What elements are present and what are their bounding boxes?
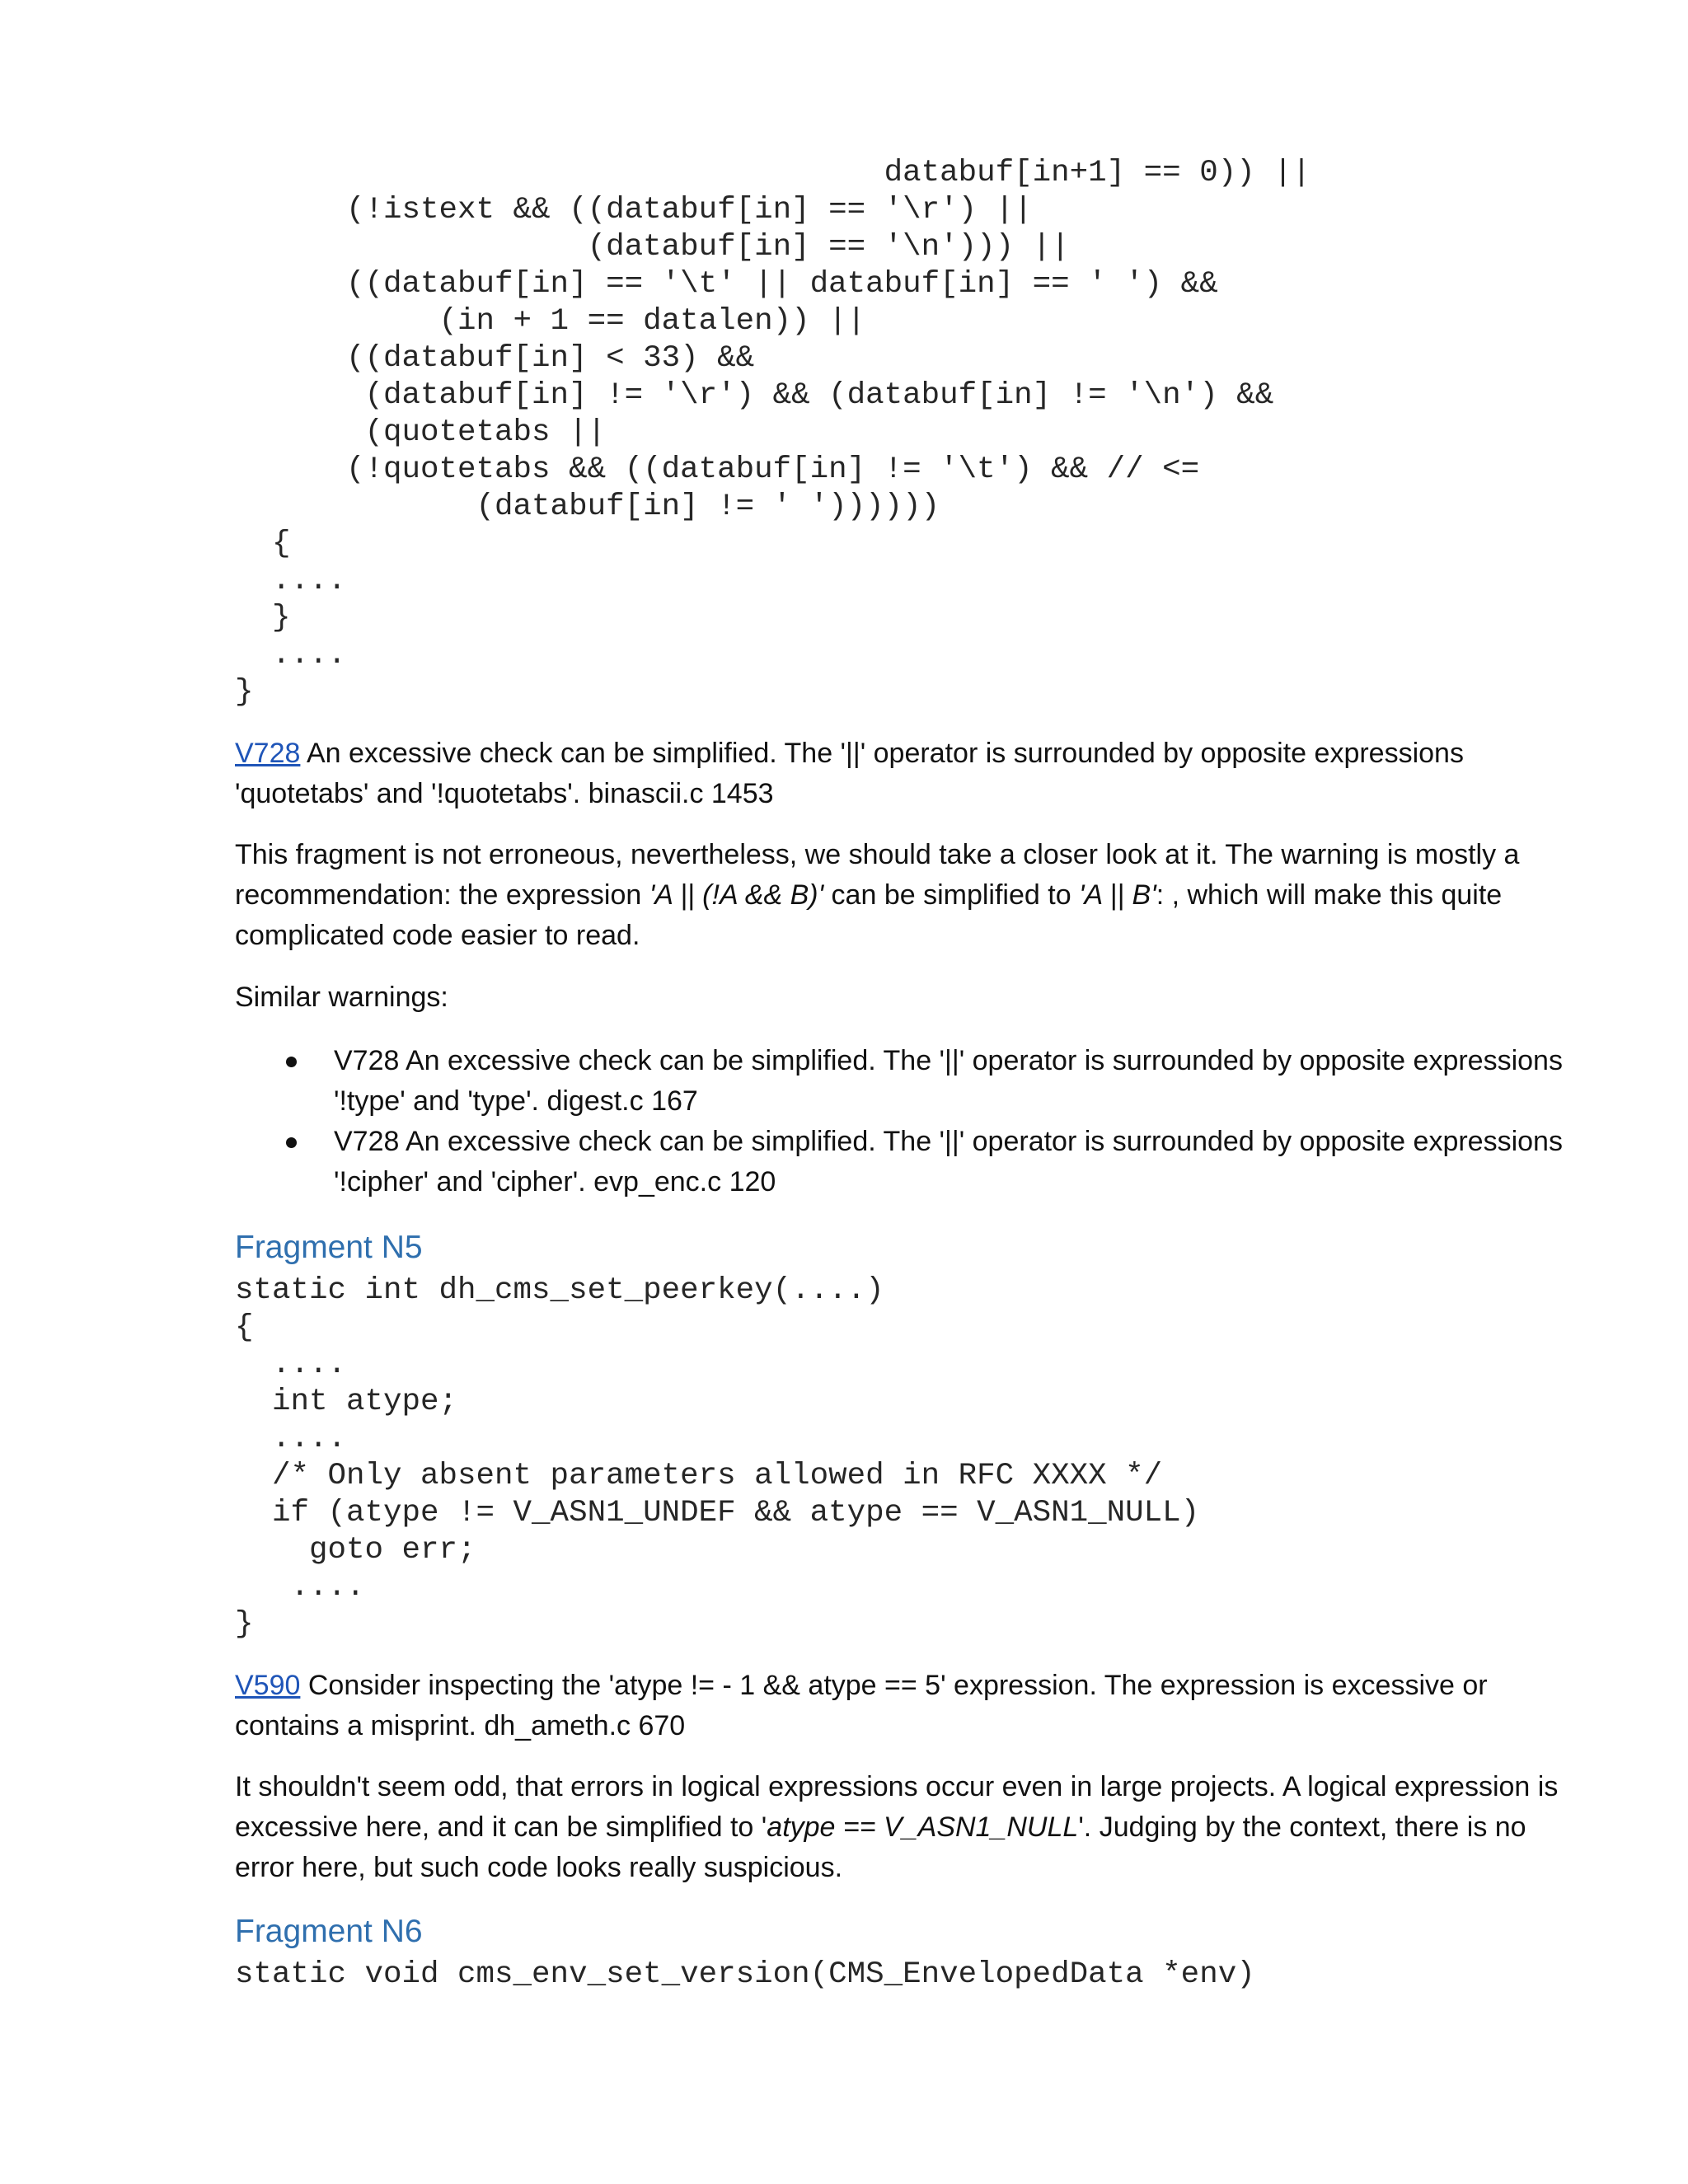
- para-text: : , which will make this quite complicated code easier to read.: [235, 879, 1503, 951]
- v728-link[interactable]: V728: [235, 738, 301, 769]
- list-item-text: V728 An excessive check can be simplified. The '||' operator is surrounded by opposite expressions '!cipher' and 'cipher'. evp_enc.c 120: [334, 1126, 1563, 1197]
- bullet-icon: [286, 1057, 297, 1067]
- list-item: [235, 1041, 1595, 1122]
- paragraph-logical-expression: [235, 1767, 1587, 1888]
- para-text: It shouldn't seem odd, that errors in logical expressions occur even in large projects. A logical expression is excessive here, and it can be simplified to ': [235, 1771, 1559, 1843]
- warning-v728: [235, 733, 1587, 814]
- similar-warnings-label: Similar warnings:: [235, 982, 448, 1013]
- code-block-cms-env: static void cms_env_set_version(CMS_EnvelopedData *env): [235, 1957, 1255, 1992]
- warning-v590: [235, 1666, 1587, 1746]
- para-text: can be simplified to: [823, 879, 1080, 911]
- code-block-binascii: databuf[in+1] == 0)) || (!istext && ((databuf[in] == '\r') || (databuf[in] == '\n'))) || ((databuf[in] == '\t' || databuf[in] == ' ') && (in + 1 == datalen)) || ((databuf[in] < 33) && (databuf[in] != '\r') && (databuf[in] != '\n') && (quotetabs || (!quotetabs && ((databuf[in] != '\t') && // <= (databuf[in] != ' ')))))) { .... } .... }: [235, 156, 1311, 710]
- list-item: [235, 1122, 1595, 1202]
- similar-warnings-list: [235, 1041, 1595, 1202]
- v590-link[interactable]: V590: [235, 1670, 301, 1701]
- heading-fragment-n6: Fragment N6: [235, 1914, 423, 1949]
- para-text: '. Judging by the context, there is no error here, but such code looks really suspicious.: [235, 1811, 1526, 1883]
- list-item-text: V728 An excessive check can be simplified. The '||' operator is surrounded by opposite expressions '!type' and 'type'. digest.c 167: [334, 1045, 1563, 1117]
- heading-fragment-n5: Fragment N5: [235, 1230, 423, 1265]
- code-block-dh-cms: static int dh_cms_set_peerkey(....) { .... int atype; .... /* Only absent parameters allowed in RFC XXXX */ if (atype != V_ASN1_UNDEF && atype == V_ASN1_NULL) goto err; .... }: [235, 1273, 1200, 1642]
- para-text: This fragment is not erroneous, nevertheless, we should take a closer look at it. The warning is mostly a recommendation: the expression: [235, 839, 1520, 911]
- bullet-icon: [286, 1137, 297, 1148]
- para-expression: 'A || B': [1079, 879, 1156, 911]
- paragraph-explanation: [235, 835, 1587, 956]
- para-expression: atype == V_ASN1_NULL: [767, 1811, 1079, 1843]
- para-expression: 'A || (!A && B)': [649, 879, 824, 911]
- warning-v728-text: An excessive check can be simplified. The '||' operator is surrounded by opposite expressions 'quotetabs' and '!quotetabs'. binascii.c 1453: [235, 738, 1464, 809]
- warning-v590-text: Consider inspecting the 'atype != - 1 && atype == 5' expression. The expression is excessive or contains a misprint. dh_ameth.c 670: [235, 1670, 1488, 1741]
